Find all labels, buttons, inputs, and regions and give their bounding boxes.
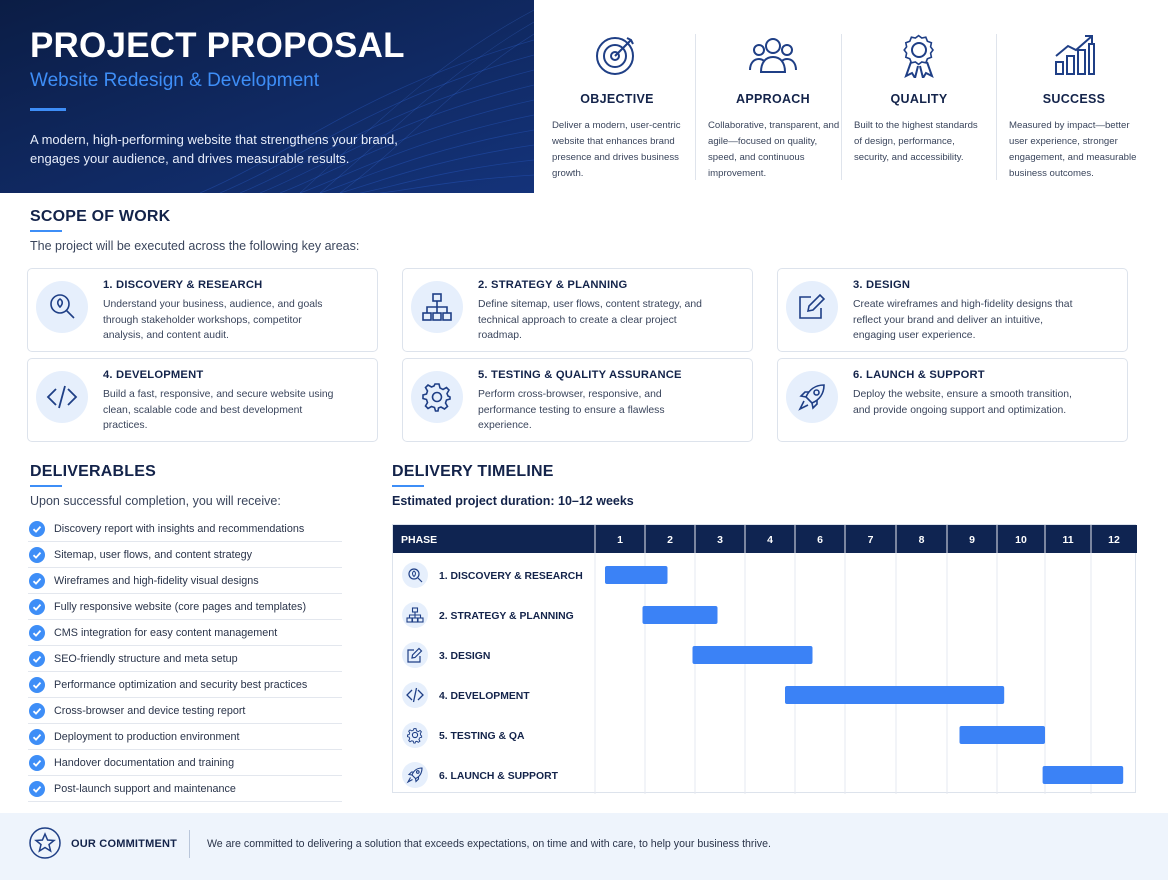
design-icon <box>786 281 838 333</box>
deliverable-text: Fully responsive website (core pages and templates) <box>54 600 307 613</box>
check-circle-icon <box>29 651 45 667</box>
commitment-banner <box>0 813 1168 880</box>
pillar-title: APPROACH <box>736 92 810 106</box>
rocket-icon <box>402 762 428 788</box>
gantt-task-label: 1. DISCOVERY & RESEARCH <box>439 571 583 582</box>
commitment-divider <box>189 830 190 858</box>
gantt-chart <box>392 524 1136 793</box>
research-icon <box>402 562 428 588</box>
deliverable-text: CMS integration for easy content management <box>54 626 278 639</box>
gear-icon <box>411 371 463 423</box>
check-circle-icon <box>29 547 45 563</box>
deliverable-item <box>28 646 342 672</box>
page-title: PROJECT PROPOSAL <box>30 26 405 65</box>
pillar-quality <box>842 34 996 180</box>
card-description: Perform cross-browser, responsive, and performance testing to ensure a flawless experience. <box>478 389 665 431</box>
check-circle-icon <box>29 703 45 719</box>
deliverable-item <box>28 724 342 750</box>
hero-banner <box>0 0 534 193</box>
design-icon <box>402 642 428 668</box>
deliverable-text: SEO-friendly structure and meta setup <box>54 652 238 665</box>
scope-heading-rule <box>30 230 62 232</box>
gantt-svg <box>393 525 1137 794</box>
gantt-bar <box>643 606 718 624</box>
gantt-bar <box>605 566 668 584</box>
gantt-bar <box>1043 766 1124 784</box>
code-icon <box>402 682 428 708</box>
gantt-task-label: 4. DEVELOPMENT <box>439 691 530 702</box>
gantt-task-label: 6. LAUNCH & SUPPORT <box>439 771 558 782</box>
title-divider <box>30 108 66 111</box>
page-subtitle: Website Redesign & Development <box>30 70 320 91</box>
timeline-duration: Estimated project duration: 10–12 weeks <box>392 494 634 508</box>
scope-card-development <box>27 358 378 442</box>
pillar-objective <box>540 34 694 180</box>
deliverable-text: Post-launch support and maintenance <box>54 782 236 795</box>
timeline-heading: DELIVERY TIMELINE <box>392 463 554 480</box>
growth-chart-icon <box>997 34 1151 78</box>
card-description: Understand your business, audience, and goals through stakeholder workshops, competitor analysis, and content audit. <box>103 299 323 341</box>
deliverable-item <box>28 698 342 724</box>
deliverable-item <box>28 542 342 568</box>
deliverables-heading-rule <box>30 485 62 487</box>
scope-card-strategy <box>402 268 753 352</box>
deliverable-item <box>28 568 342 594</box>
check-circle-icon <box>29 625 45 641</box>
check-circle-icon <box>29 781 45 797</box>
deliverable-item <box>28 516 342 542</box>
star-icon <box>29 827 61 859</box>
scope-intro: The project will be executed across the following key areas: <box>30 239 360 253</box>
scope-heading: SCOPE OF WORK <box>30 208 171 225</box>
gantt-week-label: 1 <box>617 534 623 546</box>
deliverable-item <box>28 750 342 776</box>
gantt-week-label: 7 <box>867 534 874 546</box>
gantt-week-label: 8 <box>918 534 925 546</box>
card-description: Build a fast, responsive, and secure website using clean, scalable code and best development practices. <box>103 389 334 431</box>
deliverables-heading: DELIVERABLES <box>30 463 156 480</box>
code-icon <box>36 371 88 423</box>
pillar-description: Built to the highest standards of design, performance, security, and accessibility. <box>854 120 978 163</box>
scope-card-design <box>777 268 1128 352</box>
gantt-week-label: 11 <box>1062 534 1074 546</box>
deliverable-item <box>28 776 342 802</box>
deliverable-text: Sitemap, user flows, and content strategy <box>54 548 253 561</box>
target-icon <box>540 34 694 78</box>
gantt-week-label: 2 <box>667 534 673 546</box>
gantt-task-label: 3. DESIGN <box>439 651 491 662</box>
deliverable-text: Cross-browser and device testing report <box>54 704 246 717</box>
deliverables-list <box>28 516 342 802</box>
gear-icon <box>402 722 428 748</box>
gantt-week-label: 12 <box>1108 534 1120 546</box>
commitment-title: OUR COMMITMENT <box>71 838 178 850</box>
card-title: 4. DEVELOPMENT <box>103 369 204 381</box>
pillar-title: OBJECTIVE <box>580 92 654 106</box>
sitemap-icon <box>411 281 463 333</box>
deliverable-text: Performance optimization and security best practices <box>54 678 308 691</box>
pillar-title: QUALITY <box>890 92 948 106</box>
team-icon <box>696 34 850 78</box>
card-title: 1. DISCOVERY & RESEARCH <box>103 279 263 291</box>
scope-card-testing <box>402 358 753 442</box>
pillar-description: Measured by impact—better user experience, stronger engagement, and measurable business outcomes. <box>1009 120 1137 179</box>
pillar-success <box>997 34 1151 180</box>
card-description: Create wireframes and high-fidelity designs that reflect your brand and deliver an intuitive, engaging user experience. <box>853 299 1073 341</box>
pillar-title: SUCCESS <box>1042 92 1106 106</box>
gantt-week-label: 6 <box>817 534 823 546</box>
check-circle-icon <box>29 677 45 693</box>
award-icon <box>842 34 996 78</box>
gantt-bar <box>785 686 1004 704</box>
pillar-approach <box>696 34 850 180</box>
deliverable-text: Handover documentation and training <box>54 756 235 769</box>
gantt-week-label: 10 <box>1015 534 1027 546</box>
deliverable-item <box>28 672 342 698</box>
gantt-week-label: 3 <box>717 534 723 546</box>
card-title: 2. STRATEGY & PLANNING <box>478 279 628 291</box>
pillars-row <box>540 0 1168 193</box>
check-circle-icon <box>29 729 45 745</box>
deliverable-item <box>28 594 342 620</box>
check-circle-icon <box>29 599 45 615</box>
deliverable-item <box>28 620 342 646</box>
scope-card-launch <box>777 358 1128 442</box>
rocket-icon <box>786 371 838 423</box>
gantt-task-label: 5. TESTING & QA <box>439 731 525 742</box>
deliverable-text: Discovery report with insights and recommendations <box>54 522 305 535</box>
card-description: Deploy the website, ensure a smooth transition, and provide ongoing support and optimization. <box>853 389 1072 416</box>
gantt-week-label: 4 <box>767 534 773 546</box>
card-title: 6. LAUNCH & SUPPORT <box>853 369 985 381</box>
card-description: Define sitemap, user flows, content strategy, and technical approach to create a clear project roadmap. <box>478 299 702 341</box>
check-circle-icon <box>29 521 45 537</box>
check-circle-icon <box>29 573 45 589</box>
gantt-phase-header: PHASE <box>401 534 438 546</box>
timeline-heading-rule <box>392 485 424 487</box>
gantt-week-label: 9 <box>969 534 975 546</box>
research-icon <box>36 281 88 333</box>
pillar-description: Deliver a modern, user-centric website that enhances brand presence and drives business growth. <box>552 120 681 179</box>
gantt-bar <box>693 646 813 664</box>
card-title: 5. TESTING & QUALITY ASSURANCE <box>478 369 682 381</box>
deliverable-text: Wireframes and high-fidelity visual designs <box>54 574 259 587</box>
card-title: 3. DESIGN <box>853 279 911 291</box>
hero-description: A modern, high-performing website that strengthens your brand, engages your audience, and drives measurable results. <box>30 132 398 166</box>
check-circle-icon <box>29 755 45 771</box>
scope-card-discovery <box>27 268 378 352</box>
gantt-bar <box>960 726 1046 744</box>
pillar-description: Collaborative, transparent, and agile—focused on quality, speed, and continuous improvement. <box>708 120 840 179</box>
deliverables-intro: Upon successful completion, you will receive: <box>30 494 281 508</box>
commitment-text: We are committed to delivering a solution that exceeds expectations, on time and with care, to help your business thrive. <box>207 838 771 850</box>
gantt-task-label: 2. STRATEGY & PLANNING <box>439 611 574 622</box>
deliverable-text: Deployment to production environment <box>54 730 240 743</box>
sitemap-icon <box>402 602 428 628</box>
